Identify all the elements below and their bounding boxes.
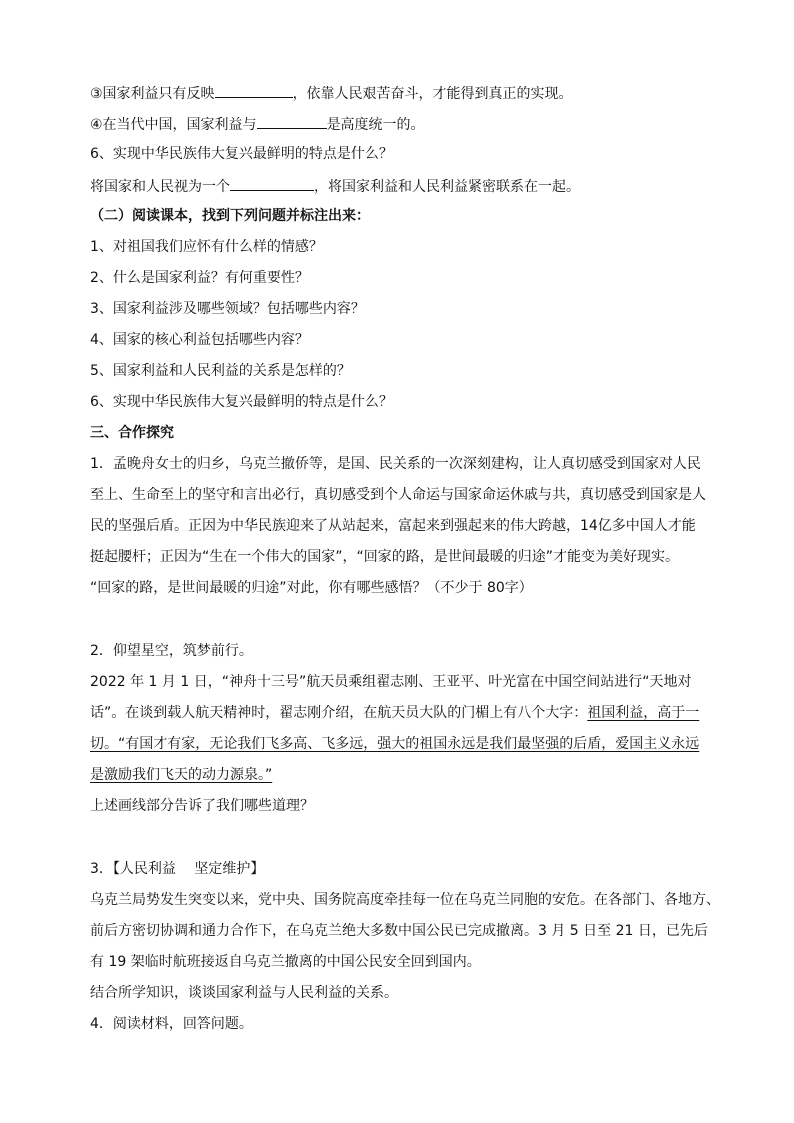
item3-text-after: ，依靠人民艰苦奋斗，才能得到真正的实现。 — [292, 86, 573, 102]
answer-blank[interactable] — [215, 82, 293, 98]
p2-title: 2．仰望星空，筑梦前行。 — [90, 643, 253, 659]
p1-line: 挺起腰杆；正因为“生在一个伟大的国家”，“回家的路，是世间最暖的归途”才能变为美好现实。 — [90, 549, 680, 565]
section2-item: 1、对祖国我们应怀有什么样的情感？ — [90, 239, 323, 255]
section2-item: 3、国家利益涉及哪些领域？包括哪些内容？ — [90, 301, 365, 317]
p2-line: 2022 年 1 月 1 日，“神舟十三号”航天员乘组翟志刚、王亚平、叶光富在中国空间站进行“天地对 — [90, 674, 692, 690]
p1-question: “回家的路，是世间最暖的归途”对此，你有哪些感悟？（不少于 80字） — [90, 580, 533, 596]
p3-question: 结合所学知识，谈谈国家利益与人民利益的关系。 — [90, 985, 398, 1001]
section2-item: 2、什么是国家利益？有何重要性？ — [90, 270, 309, 286]
answer-blank[interactable] — [230, 175, 314, 191]
fill-in-item-3 — [90, 82, 710, 104]
p2-question: 上述画线部分告诉了我们哪些道理？ — [90, 798, 314, 814]
p3-line: 有 19 架临时航班接返自乌克兰撤离的中国公民安全回到国内。 — [90, 954, 481, 970]
p3-line: 乌克兰局势发生突变以来，党中央、国务院高度牵挂每一位在乌克兰同胞的安危。在各部门、各地方、 — [90, 892, 720, 908]
p2-line — [90, 703, 710, 723]
underlined-text: 祖国利益，高于一 — [587, 705, 700, 721]
section2-item: 4、国家的核心利益包括哪些内容？ — [90, 332, 309, 348]
underlined-text: 切。“有国才有家，无论我们飞多高、飞多远，强大的祖国永远是我们最坚强的后盾，爱国主义永远 — [90, 736, 700, 752]
q6-text-before: 将国家和人民视为一个 — [90, 179, 230, 195]
p3-line: 前后方密切协调和通力合作下，在乌克兰绝大多数中国公民已完成撤离。3 月 5 日至 21 日，已先后 — [90, 923, 708, 939]
section2-item: 5、国家利益和人民利益的关系是怎样的？ — [90, 363, 351, 379]
p4-title: 4．阅读材料，回答问题。 — [90, 1016, 253, 1032]
section2-heading: （二）阅读课本，找到下列问题并标注出来： — [90, 208, 370, 224]
p2-line2-plain: 话”。在谈到载人航天精神时，翟志刚介绍，在航天员大队的门楣上有八个大字： — [90, 705, 588, 721]
p1-line: 至上、生命至上的坚守和言出必行，真切感受到个人命运与国家命运休戚与共，真切感受到国家是人 — [90, 487, 706, 503]
fill-in-item-4 — [90, 113, 710, 135]
item3-text-before: ③国家利益只有反映 — [90, 86, 215, 102]
p1-line: 民的坚强后盾。正因为中华民族迎来了从站起来，富起来到强起来的伟大跨越，14亿多中国人才能 — [90, 518, 696, 534]
question-6-answer — [90, 175, 710, 197]
answer-blank[interactable] — [257, 113, 327, 129]
section2-item: 6、实现中华民族伟大复兴最鲜明的特点是什么？ — [90, 394, 393, 410]
section3-heading: 三、合作探究 — [90, 425, 174, 441]
item4-text-before: ④在当代中国，国家利益与 — [90, 117, 257, 133]
p3-title: 3．【人民利益 坚定维护】 — [90, 861, 265, 877]
underlined-text: 是激励我们飞天的动力源泉。” — [90, 767, 273, 783]
q6-text-after: ，将国家利益和人民利益紧密联系在一起。 — [314, 179, 580, 195]
question-6: 6、实现中华民族伟大复兴最鲜明的特点是什么？ — [90, 146, 393, 162]
item4-text-after: 是高度统一的。 — [326, 117, 425, 133]
p1-line: 1．孟晚舟女士的归乡，乌克兰撤侨等，是国、民关系的一次深刻建构，让人真切感受到国家对人民 — [90, 456, 701, 472]
